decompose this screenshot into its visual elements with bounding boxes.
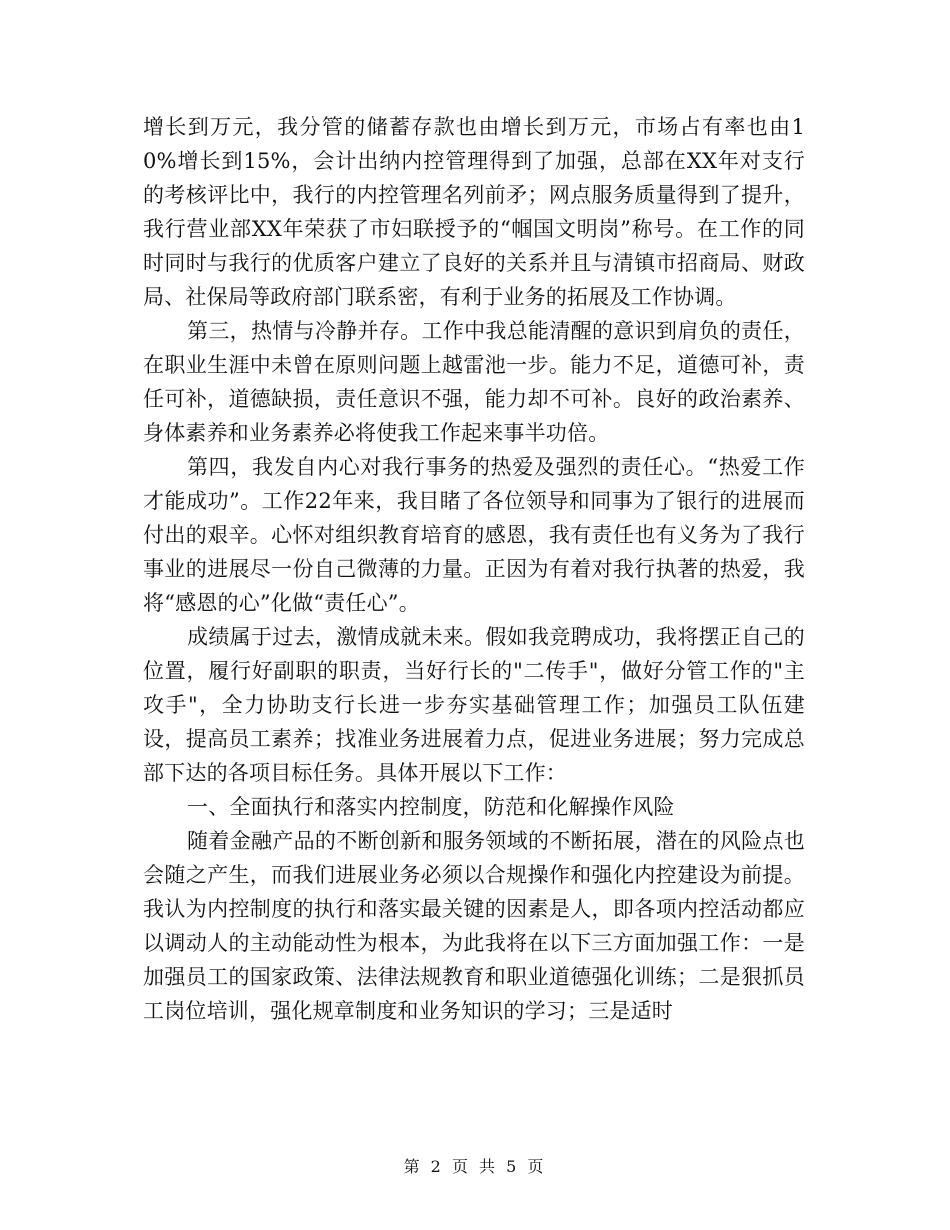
paragraph-third-point: 第三，热情与冷静并存。工作中我总能清醒的意识到肩负的责任，在职业生涯中未曾在原则问题上越雷池一步。能力不足，道德可补，责任可补，道德缺损，责任意识不强，能力却不可补。良好的政治素养、身体素养和业务素养必将使我工作起来事半功倍。 (143, 319, 805, 445)
paragraph-internal-control: 随着金融产品的不断创新和服务领域的不断拓展，潜在的风险点也会随之产生，而我们进展业务必须以合规操作和强化内控建设为前提。我认为内控制度的执行和落实最关键的因素是人，即各项内控活动都应以调动人的主动能动性为根本，为此我将在以下三方面加强工作：一是加强员工的国家政策、法律法规教育和职业道德强化训练；二是狠抓员工岗位培训，强化规章制度和业务知识的学习；三是适时 (143, 829, 805, 1023)
paragraph-fourth-point: 第四，我发自内心对我行事务的热爱及强烈的责任心。“热爱工作才能成功”。工作22年来，我目睹了各位领导和同事为了银行的进展而付出的艰辛。心怀对组织教育培育的感恩，我有责任也有义务为了我行事业的进展尽一份自己微薄的力量。正因为有着对我行执著的热爱，我将“感恩的心”化做“责任心”。 (143, 455, 805, 615)
paragraph-plan-intro: 成绩属于过去，激情成就未来。假如我竞聘成功，我将摆正自己的位置，履行好副职的职责，当好行长的"二传手"，做好分管工作的"主攻手"，全力协助支行长进一步夯实基础管理工作；加强员工队伍建设，提高员工素养；找准业务进展着力点，促进业务进展；努力完成总部下达的各项目标任务。具体开展以下工作： (143, 625, 805, 785)
section-heading-internal-control: 一、全面执行和落实内控制度，防范和化解操作风险 (187, 795, 675, 819)
paragraph-continued: 增长到万元，我分管的储蓄存款也由增长到万元，市场占有率也由10%增长到15%，会计出纳内控管理得到了加强，总部在XX年对支行的考核评比中，我行的内控管理名列前矛；网点服务质量得到了提升，我行营业部XX年荣获了市妇联授予的“帼国文明岗”称号。在工作的同时同时与我行的优质客户建立了良好的关系并且与清镇市招商局、财政局、社保局等政府部门联系密，有利于业务的拓展及工作协调。 (143, 115, 805, 309)
page-number-footer: 第 2 页 共 5 页 (403, 1157, 547, 1176)
document-body (143, 110, 805, 1028)
